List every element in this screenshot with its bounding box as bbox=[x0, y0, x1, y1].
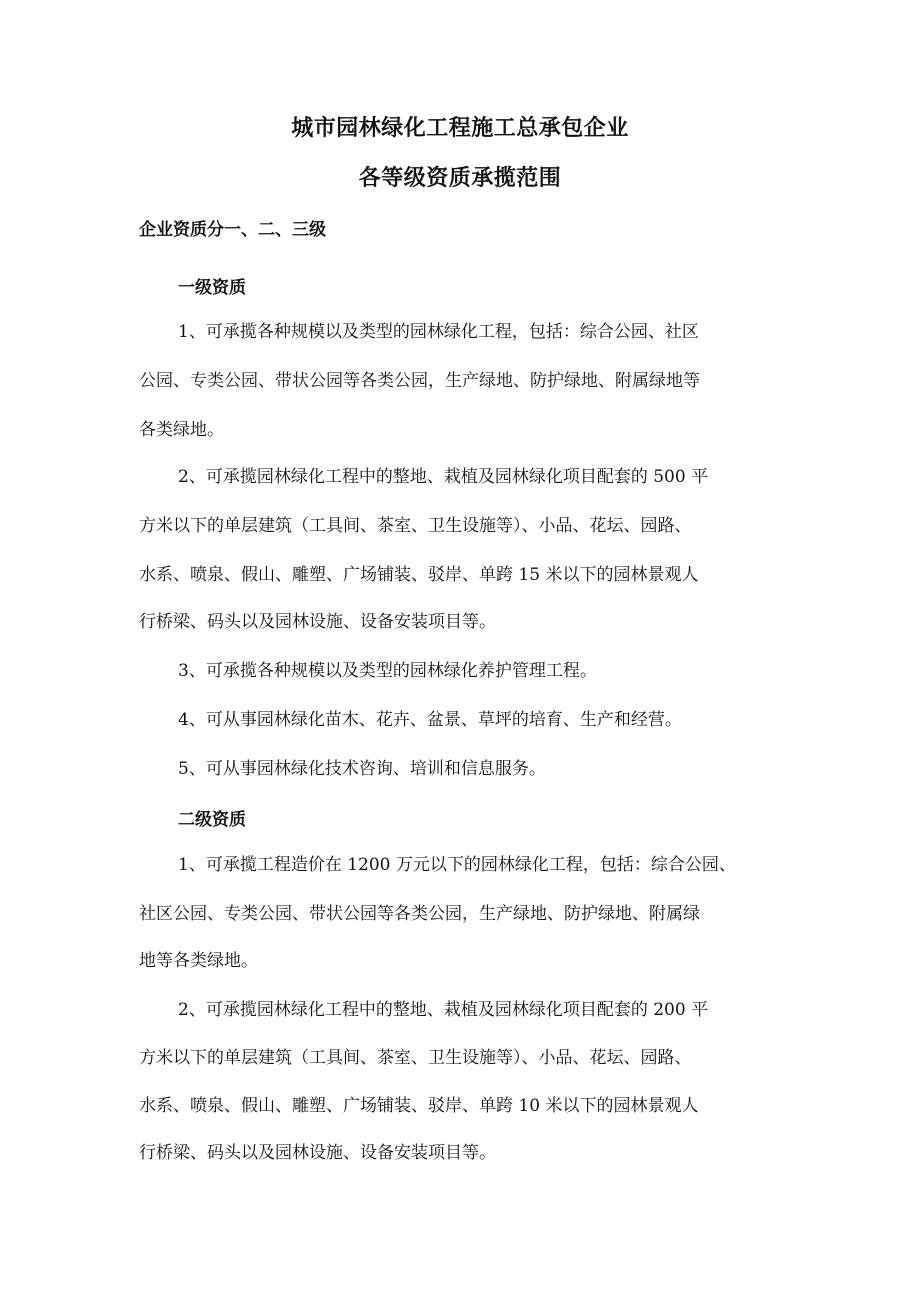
paragraph-line: 各类绿地。 bbox=[139, 420, 224, 440]
paragraph-line: 水系、喷泉、假山、雕塑、广场铺装、驳岸、单跨 15 米以下的园林景观人 bbox=[139, 565, 699, 585]
paragraph-line: 1、可承揽工程造价在 1200 万元以下的园林绿化工程，包括：综合公园、 bbox=[178, 855, 736, 875]
paragraph-line: 方米以下的单层建筑（工具间、茶室、卫生设施等）、小品、花坛、园路、 bbox=[139, 516, 692, 536]
paragraph-line: 4、可从事园林绿化苗木、花卉、盆景、草坪的培育、生产和经营。 bbox=[178, 710, 682, 730]
paragraph-line: 地等各类绿地。 bbox=[139, 951, 258, 971]
section-heading-level1: 一级资质 bbox=[178, 278, 246, 298]
paragraph-line: 行桥梁、码头以及园林设施、设备安装项目等。 bbox=[139, 612, 496, 632]
paragraph-line: 5、可从事园林绿化技术咨询、培训和信息服务。 bbox=[178, 759, 546, 779]
section-heading-level2: 二级资质 bbox=[178, 810, 246, 830]
paragraph-line: 水系、喷泉、假山、雕塑、广场铺装、驳岸、单跨 10 米以下的园林景观人 bbox=[139, 1096, 699, 1116]
document-title-line2: 各等级资质承揽范围 bbox=[358, 165, 562, 191]
paragraph-line: 2、可承揽园林绿化工程中的整地、栽植及园林绿化项目配套的 200 平 bbox=[178, 1000, 709, 1020]
paragraph-line: 公园、专类公园、带状公园等各类公园，生产绿地、防护绿地、附属绿地等 bbox=[139, 371, 700, 391]
paragraph-line: 1、可承揽各种规模以及类型的园林绿化工程，包括：综合公园、社区 bbox=[178, 322, 699, 342]
document-title: 城市园林绿化工程施工总承包企业 bbox=[291, 115, 629, 141]
paragraph-line: 方米以下的单层建筑（工具间、茶室、卫生设施等）、小品、花坛、园路、 bbox=[139, 1048, 692, 1068]
paragraph-line: 3、可承揽各种规模以及类型的园林绿化养护管理工程。 bbox=[178, 661, 597, 681]
paragraph-line: 行桥梁、码头以及园林设施、设备安装项目等。 bbox=[139, 1143, 496, 1163]
paragraph-line: 社区公园、专类公园、带状公园等各类公园，生产绿地、防护绿地、附属绿 bbox=[139, 904, 700, 924]
qualification-levels-note: 企业资质分一、二、三级 bbox=[139, 220, 326, 240]
paragraph-line: 2、可承揽园林绿化工程中的整地、栽植及园林绿化项目配套的 500 平 bbox=[178, 467, 709, 487]
